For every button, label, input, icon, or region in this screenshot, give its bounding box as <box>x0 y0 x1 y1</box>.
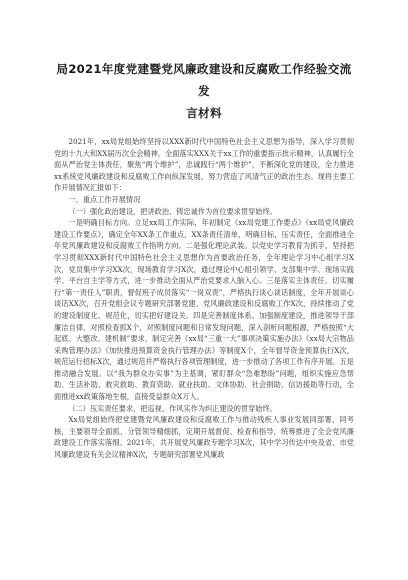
subsection-heading-1-2: （二）压实责任要求，把巡视、作风实作为纠正建设的贯穿始终。 <box>68 403 277 413</box>
title-line-1: 局2021年度党建暨党风廉政建设和反腐败工作经验交流发 <box>56 62 352 98</box>
title-line-2: 言材料 <box>186 106 222 120</box>
body-paragraph-3: Xx局党组始终把党建暨党风廉政建设和反腐败工作与推动残疾人事业发展同部署、同考核，主要领导全面抓、分管领导精细抓，定期开展督促、检查和指导，统筹推进了全会党风廉政建设工作落实落细。2021年，共开展党风廉政专题学习X次，其中学习传达中央及省、市党风廉政建设有关会议精神X次，专题研究部署党风廉政 <box>54 415 354 460</box>
section-heading-1: 一、重点工作开展情况 <box>68 194 141 204</box>
body-paragraph-2: 一是明确目标方向。立足xx局工作实际，年初制定《xx局党建工作要点》《xx局党风廉政建设工作要点》，确定全年XX条工作重点，XX条责任清单，明确目标，压实责任，全面推进全年党风廉政建设和反腐败工作指明方向。二是强化理论武装。以党史学习教育为抓手，坚持把学习贯彻XXX新时代中国特色社会主义思想作为首要政治任务，全年理论学习中心组学习X次，党员集中学习XX次，现场教育学习X次，通过理论中心组引领学、支部集中学、现场实践学、平台自主学等方式，进一步推动全面从严治党要求入脑入心。三是落实主体责任。切实履行“第一责任人”职责，督促班子成员落实“一岗双责”，严格执行谈心谈话制度，全年开展谈心谈话XX次，召开党组会议专题研究部署党建、党风廉政建设和反腐败工作X次，持续推动了党的建设制度化、规范化，切实把好建设关。四是完善制度体系。加强制度建设，推进领导干部廉洁自律、对照检查抓X个，对照制度问题和日常发现问题，深入剖析问题根源，严格按照“大起底、大整改、建机制”要求，制定完善《xx局“三重一大”事项决策实施办法》《xx局大宗物品采购管理办法》《加快推进预算资金执行管理办法》等制度X个，全年督导资金预算执行X次，规范运行招标X次，通过规范并严格执行各项管理制度，进一步推动了各项工作有序开展。五是推动融合发展。以“我为群众办实事”为主基调，紧盯群众“急难愁盼”问题，组织实施应急帮助、生活补助、救灾救助、教育资助、就业扶助、文体协助、社会捐助、信访援助等行动，全面推进xx政策落地生根，直接受益群众X万人。 <box>54 218 354 402</box>
document-title <box>54 58 354 124</box>
document-body <box>54 136 354 461</box>
intro-paragraph: 2021年，xx局党组始终坚持以XXX新时代中国特色社会主义思想为指导，深入学习贯彻党的十九大和XX届历次全会精神，全面落实XXX关于xx工作的重要指示批示精神，认真履行全面从严治党主体责任，聚焦“两个维护”，忠诚践行“两个维护”，不断深化党的建设，全力推进xx系统党风廉政建设和反腐败工作向纵深发展，努力营造了风清气正的政治生态。现将主要工作开展情况汇报如下： <box>54 137 354 193</box>
subsection-heading-1-1: （一）强化政治建设，把讲政治、铸忠诚作为首位要求贯穿始终。 <box>68 206 277 216</box>
